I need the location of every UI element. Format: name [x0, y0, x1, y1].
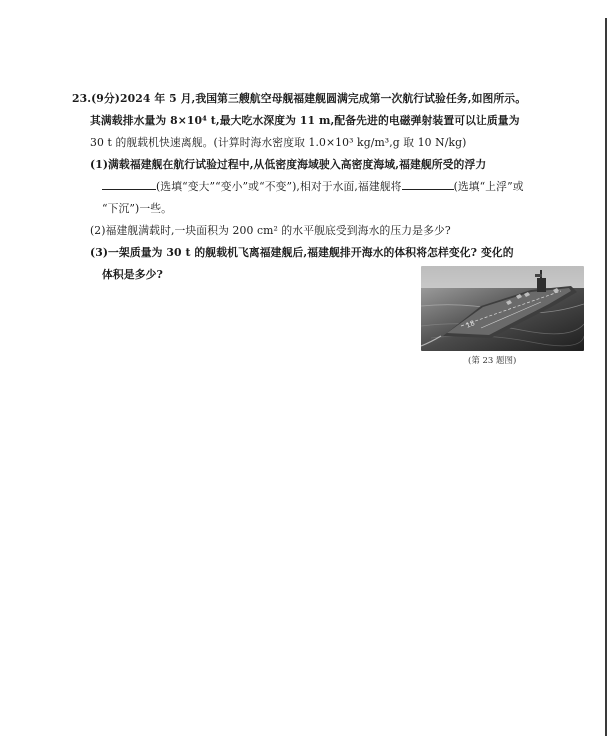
aircraft-carrier-illustration [421, 266, 584, 351]
part-3-line-2: 体积是多少? [102, 268, 163, 281]
part-1-text-b: (选填“上浮”或 [453, 180, 524, 193]
answer-blank-2[interactable] [402, 177, 454, 190]
carrier-island [537, 278, 546, 292]
question-stem-line-1 [72, 88, 586, 110]
part-3-line-1: (3)一架质量为 30 t 的舰载机飞离福建舰后,福建舰排开海水的体积将怎样变化? 变化的 [90, 246, 514, 259]
question-stem-text-1: 2024 年 5 月,我国第三艘航空母舰福建舰圆满完成第一次航行试验任务,如图所示。 [120, 92, 527, 105]
question-stem-line-2: 其满载排水量为 8×10⁴ t,最大吃水深度为 11 m,配备先进的电磁弹射装置可以让质量为 [90, 114, 520, 127]
answer-blank-1[interactable] [102, 177, 156, 190]
part-1-line-3: “下沉”)一些。 [102, 202, 173, 215]
figure-caption: (第 23 题图) [468, 356, 517, 366]
question-score: (9分) [91, 92, 121, 105]
part-1-line-1: (1)满载福建舰在航行试验过程中,从低密度海域驶入高密度海域,福建舰所受的浮力 [90, 158, 487, 171]
part-2-line: (2)福建舰满载时,一块面积为 200 cm² 的水平舰底受到海水的压力是多少? [90, 224, 451, 237]
part-1-line-2 [72, 176, 586, 198]
question-stem-line-3: 30 t 的舰载机快速离舰。(计算时海水密度取 1.0×10³ kg/m³,g 取 10 N/kg) [90, 136, 467, 149]
deck-hull-number: 18 [464, 319, 477, 330]
question-number: 23. [72, 92, 92, 105]
question-23 [72, 88, 586, 286]
aircraft-carrier-photo [421, 266, 584, 351]
part-1-text-a: (选填“变大”“变小”或“不变”),相对于水面,福建舰将 [156, 180, 402, 193]
page-right-border [605, 18, 607, 736]
